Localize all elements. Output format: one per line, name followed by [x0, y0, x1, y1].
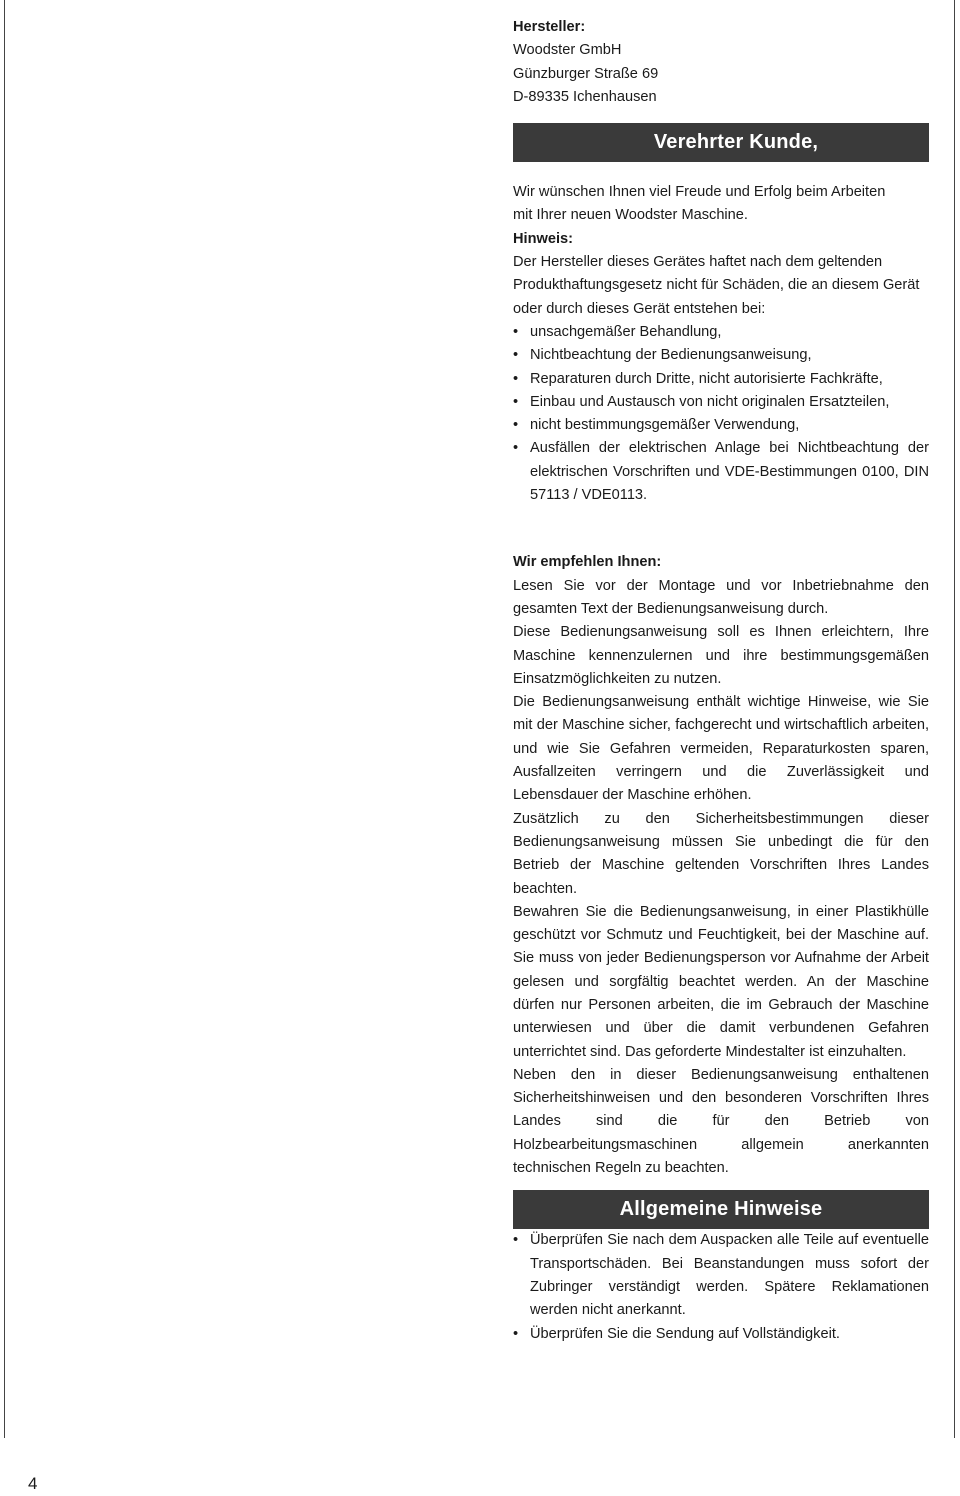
recommend-paragraph: Zusätzlich zu den Sicherheitsbestimmungen dieser Bedienungsanweisung müssen Sie unbedingt die für den Betrieb der Maschine geltenden Vorschriften Ihres Landes beachten. [513, 810, 929, 897]
recommend-paragraph: Diese Bedienungsanweisung soll es Ihnen erleichtern, Ihre Maschine kennenzulernen und ihre bestimmungsgemäßen Einsatzmöglichkeiten zu nutzen. [513, 624, 929, 687]
greeting-line-2: mit Ihrer neuen Woodster Maschine. [513, 207, 748, 224]
list-item: • Ausfällen der elektrischen Anlage bei Nichtbeachtung der elektrischen Vorschriften und VDE-Bestimmungen 0100, DIN 57113 / VDE0113. [513, 437, 929, 507]
list-item: • Reparaturen durch Dritte, nicht autorisierte Fachkräfte, [513, 368, 929, 391]
list-item: • unsachgemäßer Behandlung, [513, 321, 929, 344]
recommend-paragraph: Neben den in dieser Bedienungsanweisung enthaltenen Sicherheitshinweisen und den besonderen Vorschriften Ihres Landes sind die für den Betrieb von Holzbearbeitungsmaschinen allgemein anerkannten technischen Regeln zu beachten. [513, 1066, 929, 1177]
recommend-paragraph: Lesen Sie vor der Montage und vor Inbetriebnahme den gesamten Text der Bedienungsanweisung durch. [513, 577, 929, 617]
note-block [513, 228, 929, 508]
greeting-line-1: Wir wünschen Ihnen viel Freude und Erfolg beim Arbeiten [513, 184, 886, 201]
list-item: • Überprüfen Sie die Sendung auf Vollständigkeit. [513, 1323, 929, 1346]
manufacturer-block [513, 16, 929, 109]
heading-allgemeine-hinweise: Allgemeine Hinweise [513, 1190, 929, 1229]
manufacturer-street: Günzburger Straße 69 [513, 65, 659, 82]
greeting-block [513, 181, 929, 228]
text-column [513, 16, 929, 1346]
list-item: • Nichtbeachtung der Bedienungsanweisung, [513, 344, 929, 367]
list-item: • nicht bestimmungsgemäßer Verwendung, [513, 414, 929, 437]
note-text: Der Hersteller dieses Gerätes haftet nach dem geltenden Produkthaftungsgesetz nicht für Schäden, die an diesem Gerät oder durch dieses Gerät entstehen bei: [513, 254, 920, 317]
liability-bullet-list [513, 321, 929, 507]
manufacturer-name: Woodster GmbH [513, 42, 622, 59]
recommend-paragraph: Die Bedienungsanweisung enthält wichtige Hinweise, wie Sie mit der Maschine sicher, fachgerecht und wirtschaftlich arbeiten, und wie Sie Gefahren vermeiden, Reparaturkosten sparen, Ausfallzeiten verringern und die Zuverlässigkeit und Lebensdauer der Maschine erhöhen. [513, 694, 929, 804]
recommend-label: Wir empfehlen Ihnen: [513, 554, 662, 571]
section-spacer [513, 507, 929, 551]
manufacturer-city: D-89335 Ichenhausen [513, 88, 657, 105]
page-number: 4 [28, 1474, 38, 1493]
page-frame-left-rule [4, 0, 5, 1438]
list-item: • Überprüfen Sie nach dem Auspacken alle Teile auf eventuelle Transportschäden. Bei Beanstandungen muss sofort der Zubringer verständigt werden. Spätere Reklamationen werden nicht anerkannt. [513, 1229, 929, 1322]
list-item: • Einbau und Austausch von nicht originalen Ersatzteilen, [513, 391, 929, 414]
manufacturer-label: Hersteller: [513, 19, 586, 35]
heading-verehrter-kunde: Verehrter Kunde, [513, 123, 929, 162]
recommend-block [513, 551, 929, 1180]
general-bullet-list [513, 1229, 929, 1345]
page-frame-right-rule [954, 0, 955, 1438]
note-label: Hinweis: [513, 230, 574, 247]
recommend-paragraph: Bewahren Sie die Bedienungsanweisung, in einer Plastikhülle geschützt vor Schmutz und Feuchtigkeit, bei der Maschine auf. Sie muss von jeder Bedienungsperson vor Aufnahme der Arbeit gelesen und sorgfältig beachtet werden. An der Maschine dürfen nur Personen arbeiten, die im Gebrauch der Maschine unterwiesen und über die damit verbundenen Gefahren unterrichtet sind. Das geforderte Mindestalter ist einzuhalten. [513, 903, 929, 1060]
